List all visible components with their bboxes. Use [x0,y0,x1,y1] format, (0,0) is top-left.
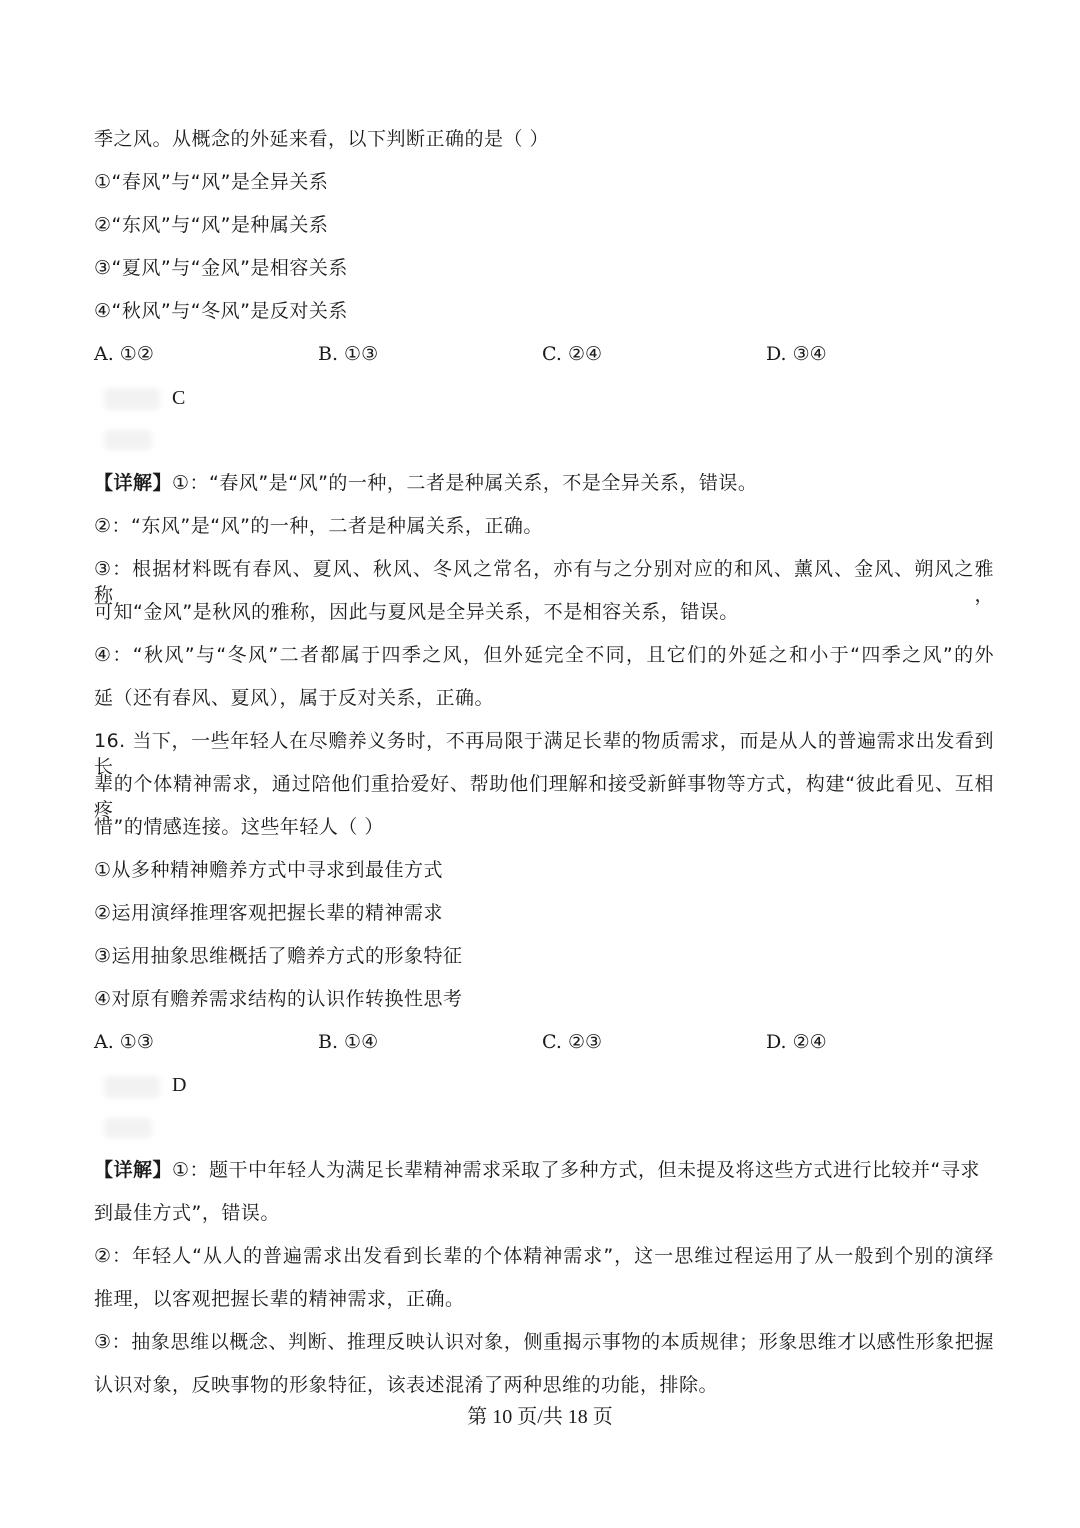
q15-detail-line-5: ④：“秋风”与“冬风”二者都属于四季之风，但外延完全不同，且它们的外延之和小于“四季之风”的外 [94,644,994,666]
q16-stem-line-3: 惜”的情感连接。这些年轻人（ ） [94,816,384,838]
q15-answer: C [172,387,186,409]
erased-analysis-label [104,430,152,450]
q16-stem-line-2: 辈的个体精神需求，通过陪他们重拾爱好、帮助他们理解和接受新鲜事物等方式，构建“彼此看见、互相疼 [94,773,994,821]
q15-options [94,341,994,367]
q16-detail-line-4: 推理，以客观把握长辈的精神需求，正确。 [94,1288,465,1310]
q15-detail-line-2: ②：“东风”是“风”的一种，二者是种属关系，正确。 [94,515,543,537]
q16-answer: D [172,1074,187,1096]
q15-option-a: A. ①② [94,343,154,365]
q15-option-c: C. ②④ [542,343,603,365]
q16-item-2: ②运用演绎推理客观把握长辈的精神需求 [94,902,444,924]
q16-detail-line-2: 到最佳方式”，错误。 [94,1202,280,1224]
q16-detail-line-3: ②：年轻人“从人的普遍需求出发看到长辈的个体精神需求”，这一思维过程运用了从一般到个别的演绎 [94,1245,994,1267]
q16-detail-line-6: 认识对象，反映事物的形象特征，该表述混淆了两种思维的功能，排除。 [94,1374,719,1396]
q15-item-3: ③“夏风”与“金风”是相容关系 [94,257,348,279]
page-footer: 第 10 页/共 18 页 [467,1406,613,1428]
q15-stem: 季之风。从概念的外延来看，以下判断正确的是（ ） [94,128,550,150]
q15-item-1: ①“春风”与“风”是全异关系 [94,171,329,193]
detail-label: 【详解】 [94,472,173,494]
q16-option-c: C. ②③ [542,1031,603,1053]
q16-item-3: ③运用抽象思维概括了赡养方式的形象特征 [94,945,463,967]
q16-stem-line-1: 16. 当下，一些年轻人在尽赡养义务时，不再局限于满足长辈的物质需求，而是从人的普遍需求出发看到长 [94,730,994,778]
erased-analysis-label-2 [104,1118,152,1138]
q16-option-a: A. ①③ [94,1031,154,1053]
q15-option-d: D. ③④ [766,343,827,365]
q16-item-1: ①从多种精神赡养方式中寻求到最佳方式 [94,859,444,881]
erased-answer-label-2 [104,1076,160,1098]
q15-detail-line-4: 可知“金风”是秋风的雅称，因此与夏风是全异关系，不是相容关系，错误。 [94,601,739,623]
q16-item-4: ④对原有赡养需求结构的认识作转换性思考 [94,988,463,1010]
q16-detail-line-1: 【详解】①：题干中年轻人为满足长辈精神需求采取了多种方式，但未提及将这些方式进行比较并“寻求 [94,1159,980,1181]
q16-options [94,1029,994,1055]
q15-detail-line-6: 延（还有春风、夏风），属于反对关系，正确。 [94,687,495,709]
q16-option-d: D. ②④ [766,1031,827,1053]
q15-item-4: ④“秋风”与“冬风”是反对关系 [94,300,348,322]
q16-option-b: B. ①④ [318,1031,379,1053]
q15-option-b: B. ①③ [318,343,379,365]
erased-answer-label [104,388,160,410]
q16-detail-line-5: ③：抽象思维以概念、判断、推理反映认识对象，侧重揭示事物的本质规律；形象思维才以感性形象把握 [94,1331,994,1353]
q15-item-2: ②“东风”与“风”是种属关系 [94,214,329,236]
detail-label-2: 【详解】 [94,1159,173,1181]
q15-detail-line-1: 【详解】①：“春风”是“风”的一种，二者是种属关系，不是全异关系，错误。 [94,472,758,494]
q15-detail-line-3: ③：根据材料既有春风、夏风、秋风、冬风之常名，亦有与之分别对应的和风、薰风、金风、朔风之雅称， [94,558,994,606]
